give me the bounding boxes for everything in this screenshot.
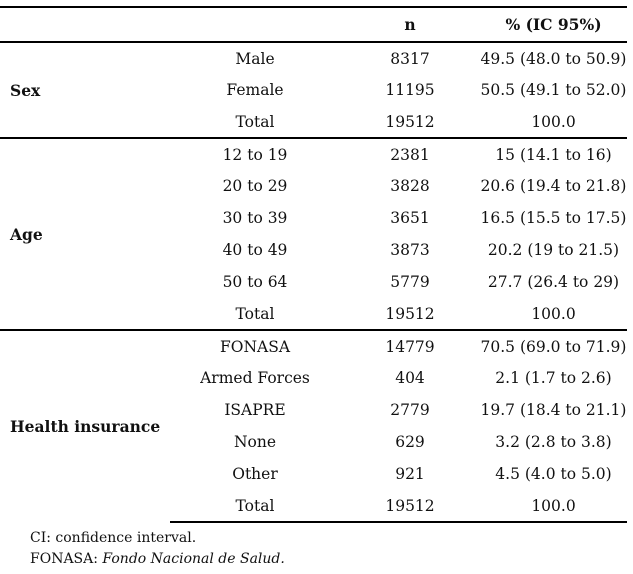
table-row [0,330,627,362]
footnote-ci: CI: confidence interval. [30,530,197,546]
category-cell: FONASA [170,330,340,362]
category-cell: Total [235,112,275,131]
percent-cell: 2.1 (1.7 to 2.6) [495,369,612,387]
percent-cell: 3.2 (2.8 to 3.8) [495,433,612,451]
n-cell: 2381 [340,138,480,170]
table-footnotes [30,528,285,570]
n-cell: 404 [395,369,425,387]
category-cell: 40 to 49 [222,241,288,259]
footnote-fonasa [30,549,285,570]
n-cell: 3873 [390,241,430,259]
category-cell: Female [226,81,284,99]
sex-section [0,42,627,138]
category-cell: ISAPRE [224,401,286,419]
category-cell: None [233,433,277,451]
table-row [0,42,627,74]
header-row [0,7,627,42]
group-label-age: Age [0,138,170,330]
header-n: n [404,15,416,34]
percent-cell: 16.5 (15.5 to 17.5) [480,209,627,227]
percent-cell: 100.0 [531,304,576,323]
n-cell: 19512 [340,490,480,522]
group-label-health-insurance: Health insurance [0,330,170,522]
percent-cell: 15 (14.1 to 16) [480,138,627,170]
percent-cell: 19.7 (18.4 to 21.1) [480,401,627,419]
percent-cell: 27.7 (26.4 to 29) [487,273,620,291]
category-cell: Other [232,465,278,483]
category-cell: Male [235,49,275,68]
percent-cell: 20.2 (19 to 21.5) [487,241,620,259]
n-cell: 921 [395,465,425,483]
n-cell: 629 [395,433,425,451]
category-cell: Armed Forces [200,369,310,387]
percent-cell: 100.0 [531,112,576,131]
percent-cell: 4.5 (4.0 to 5.0) [495,465,612,483]
insurance-section [0,330,627,522]
n-cell: 11195 [385,81,435,99]
n-cell: 14779 [340,330,480,362]
table-row [0,138,627,170]
percent-cell: 49.5 (48.0 to 50.9) [480,49,627,68]
footnote-fonasa-prefix: FONASA: [30,551,103,567]
n-cell: 2779 [390,401,430,419]
category-cell: 12 to 19 [170,138,340,170]
percent-cell: 20.6 (19.4 to 21.8) [480,177,627,195]
age-section [0,138,627,330]
category-cell: 20 to 29 [222,177,288,195]
category-cell: 50 to 64 [222,273,288,291]
header-group-col [0,7,170,42]
category-cell: 30 to 39 [222,209,288,227]
n-cell: 8317 [390,49,430,68]
percent-cell: 100.0 [480,490,627,522]
percent-cell: 50.5 (49.1 to 52.0) [480,81,627,99]
n-cell: 3651 [390,209,430,227]
n-cell: 19512 [385,112,435,131]
percent-cell: 70.5 (69.0 to 71.9) [480,330,627,362]
header-category-col [170,7,340,42]
footnote-fonasa-expansion: Fondo Nacional de Salud. [102,551,285,567]
group-label-sex: Sex [10,80,41,100]
n-cell: 5779 [390,273,430,291]
category-cell: Total [170,490,340,522]
demographics-table [0,6,627,523]
header-percent: % (IC 95%) [505,15,602,34]
n-cell: 19512 [385,304,435,323]
category-cell: Total [235,304,275,323]
n-cell: 3828 [390,177,430,195]
